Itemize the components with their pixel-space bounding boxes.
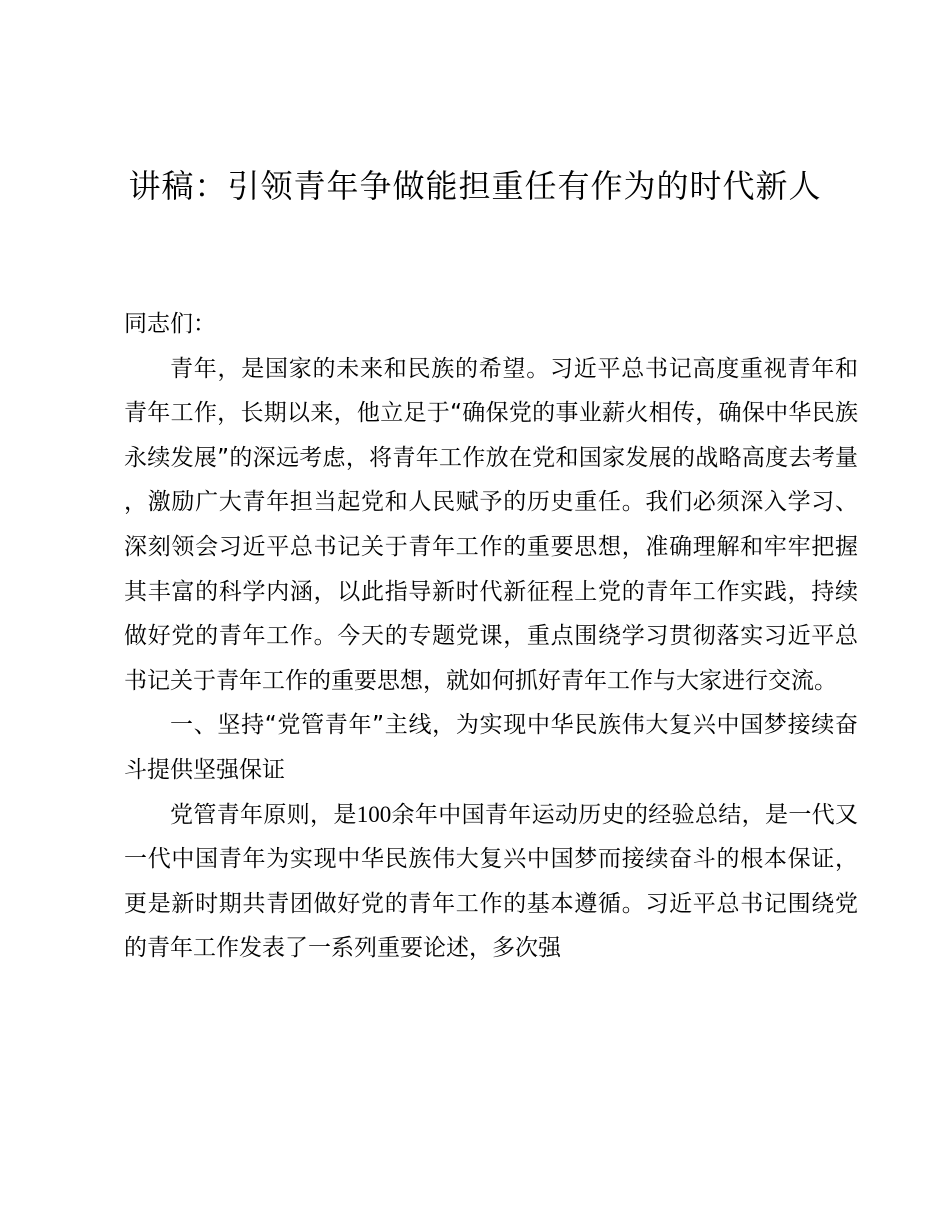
paragraph-text-end: 余年中国青年运动历史的经验总结，是一代又一代中国青年为实现中华民族伟大复兴中国梦而接续奋斗的根本保证，更是新时期共青团做好党的青年工作的基本遵循。习近平总书记围绕党的青年工作发表了一系列重要论述，多次强	[124, 801, 859, 962]
paragraph-intro: 青年，是国家的未来和民族的希望。习近平总书记高度重视青年和青年工作，长期以来，他立足于“确保党的事业薪火相传，确保中华民族永续发展”的深远考虑，将青年工作放在党和国家发展的战略高度去考量，激励广大青年担当起党和人民赋予的历史重任。我们必须深入学习、深刻领会习近平总书记关于青年工作的重要思想，准确理解和牢牢把握其丰富的科学内涵，以此指导新时代新征程上党的青年工作实践，持续做好党的青年工作。今天的专题党课，重点围绕学习贯彻落实习近平总书记关于青年工作的重要思想，就如何抓好青年工作与大家进行交流。	[124, 355, 858, 694]
salutation: 同志们：	[124, 311, 216, 337]
document-body	[124, 302, 858, 971]
section-heading-1: 一、坚持“党管青年”主线，为实现中华民族伟大复兴中国梦接续奋斗提供坚强保证	[124, 712, 858, 783]
paragraph-party-leadership	[124, 793, 858, 971]
paragraph-text-start: 党管青年原则，是	[170, 801, 357, 828]
year-count: 100	[356, 801, 392, 827]
document-title: 讲稿：引领青年争做能担重任有作为的时代新人	[128, 167, 822, 205]
